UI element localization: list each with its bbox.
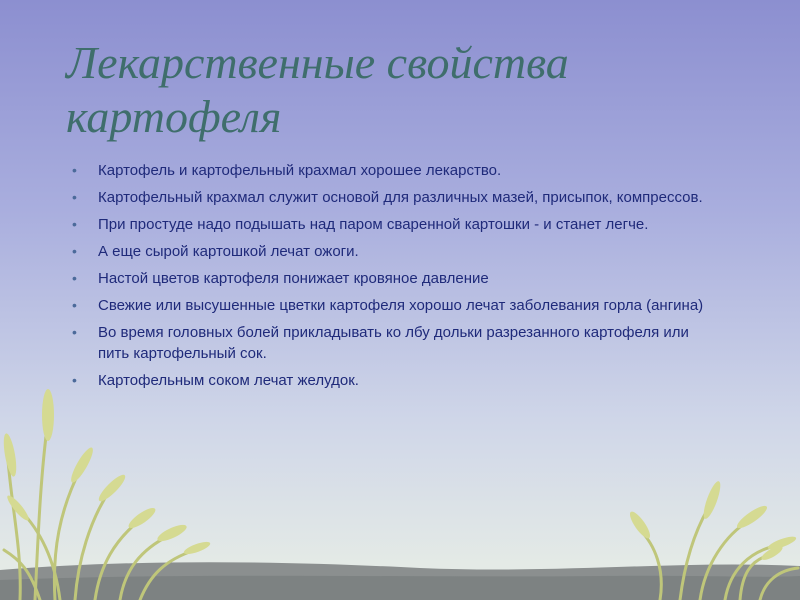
bullet-item [72,295,712,316]
bullet-text: При простуде надо подышать над паром сваренной картошки - и станет легче. [98,216,649,233]
bullet-item [72,268,712,289]
bullet-text: Настой цветов картофеля понижает кровяное давление [98,270,489,287]
bullet-marker: • [72,270,77,286]
bullet-marker: • [72,324,77,340]
bullet-text: Во время головных болей прикладывать ко лбу дольки разрезанного картофеля или пить картофельный сок. [98,324,689,362]
bullet-text: Картофельный крахмал служит основой для различных мазей, присыпок, компрессов. [98,189,703,206]
bullet-marker: • [72,372,77,388]
bullet-item [72,160,712,181]
bullet-text: Картофельным соком лечат желудок. [98,372,359,389]
bullet-item [72,241,712,262]
bullet-marker: • [72,162,77,178]
slide-title: Лекарственные свойства картофеля [66,37,569,142]
bullet-item [72,187,712,208]
bullet-text: Свежие или высушенные цветки картофеля хорошо лечат заболевания горла (ангина) [98,297,704,314]
bullet-item [72,322,712,364]
bullet-marker: • [72,216,77,232]
bullet-marker: • [72,243,77,259]
bullet-marker: • [72,297,77,313]
wheat-grass-right-icon [630,450,800,600]
bullet-marker: • [72,189,77,205]
bullet-text: Картофель и картофельный крахмал хорошее лекарство. [98,162,502,179]
bullet-item [72,214,712,235]
bullet-text: А еще сырой картошкой лечат ожоги. [98,243,359,260]
wheat-grass-left-icon [0,360,230,600]
